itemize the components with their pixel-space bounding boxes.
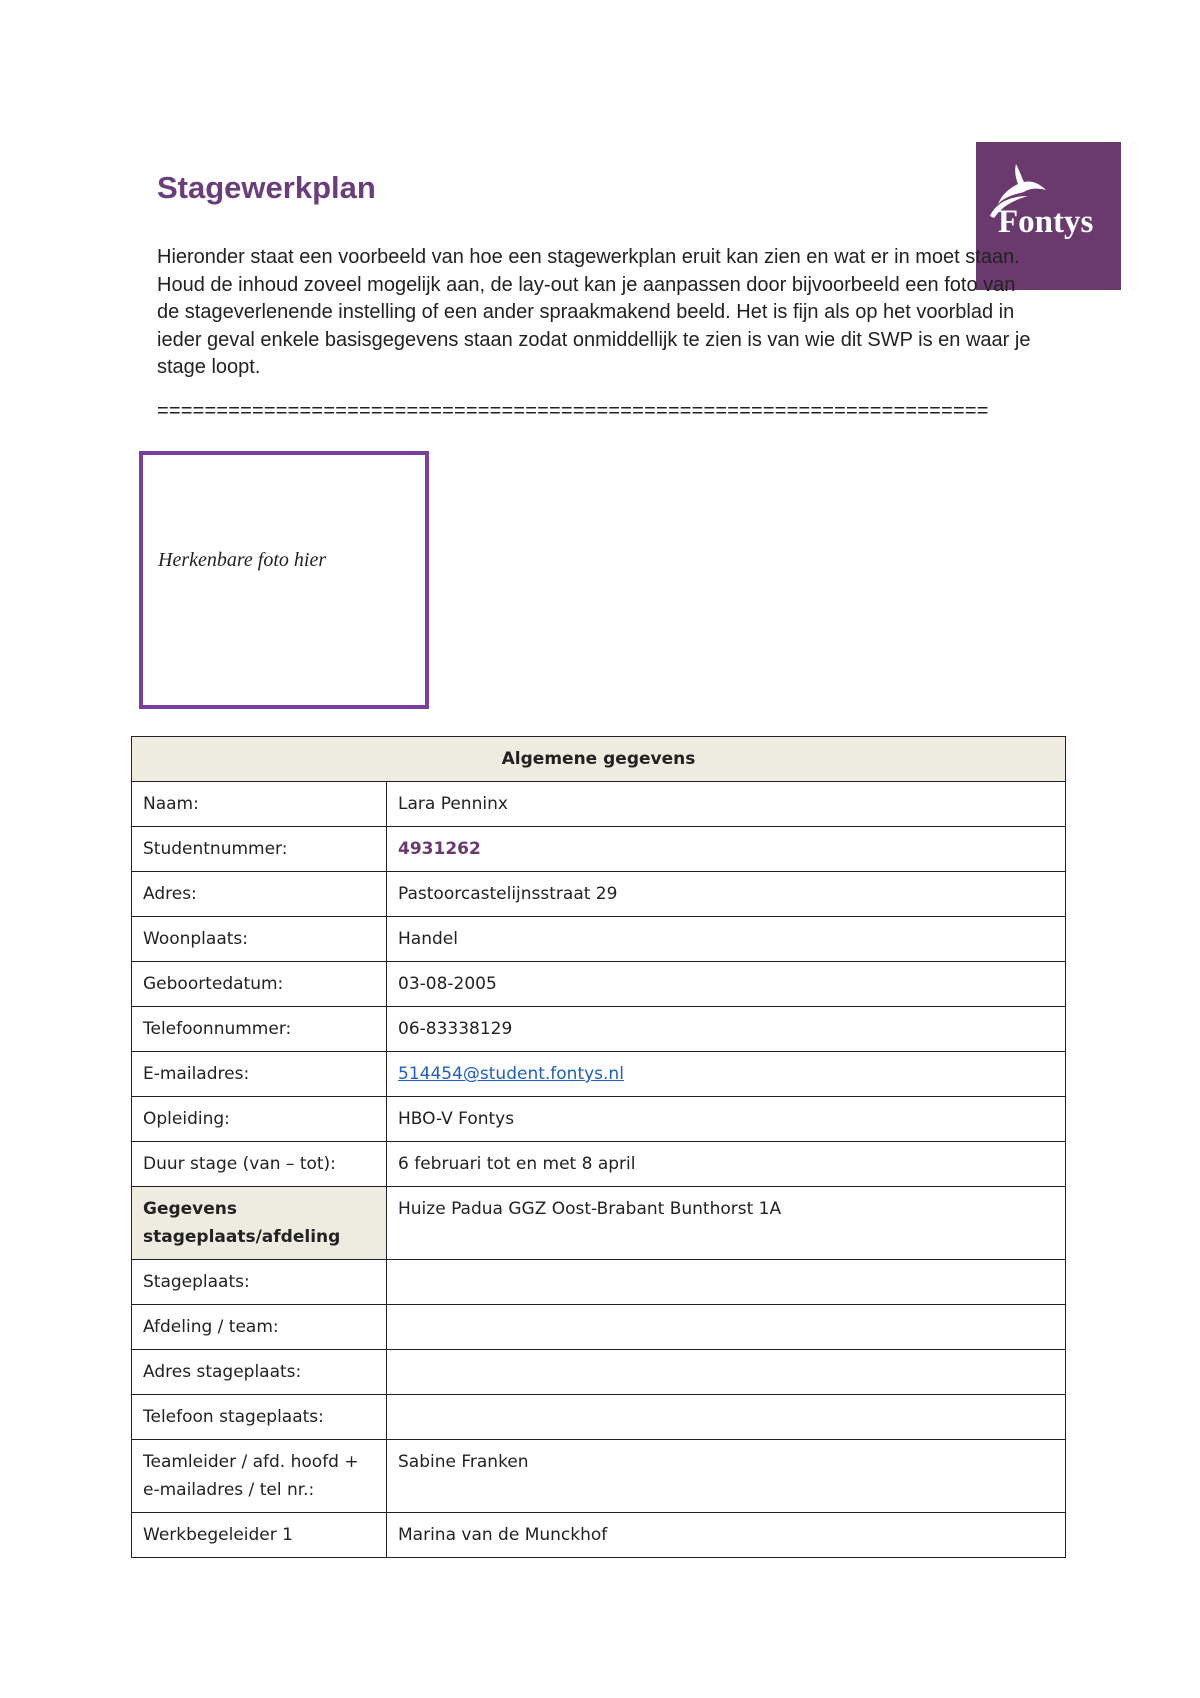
- table-row: [132, 917, 1066, 962]
- row-value: [387, 1350, 1066, 1395]
- row-label: Afdeling / team:: [132, 1305, 387, 1350]
- row-label: Telefoonnummer:: [132, 1007, 387, 1052]
- row-label: Naam:: [132, 782, 387, 827]
- row-label: Opleiding:: [132, 1097, 387, 1142]
- table-row: [132, 962, 1066, 1007]
- table-row: [132, 1187, 1066, 1260]
- table-row: [132, 1052, 1066, 1097]
- table-header-row: [132, 737, 1066, 782]
- row-label: E-mailadres:: [132, 1052, 387, 1097]
- row-value: 06-83338129: [387, 1007, 1066, 1052]
- table-row: [132, 1305, 1066, 1350]
- row-value: 6 februari tot en met 8 april: [387, 1142, 1066, 1187]
- photo-caption: Herkenbare foto hier: [158, 549, 327, 571]
- table-row: [132, 1260, 1066, 1305]
- row-value: HBO-V Fontys: [387, 1097, 1066, 1142]
- table-row: [132, 1007, 1066, 1052]
- table-row: [132, 782, 1066, 827]
- table-row: [132, 1440, 1066, 1513]
- row-value: 03-08-2005: [387, 962, 1066, 1007]
- row-value: Pastoorcastelijnsstraat 29: [387, 872, 1066, 917]
- row-label: Adres:: [132, 872, 387, 917]
- row-value: [387, 1052, 1066, 1097]
- intro-paragraph: Hieronder staat een voorbeeld van hoe een stagewerkplan eruit kan zien en wat er in moet staan. Houd de inhoud zoveel mogelijk aan, de lay-out kan je aanpassen door bijvoorbeeld een foto van de stageverlenende instelling of een ander spraakmakend beeld. Het is fijn als op het voorblad in ieder geval enkele basisgegevens staan zodat onmiddellijk te zien is van wie dit SWP is en waar je stage loopt.: [157, 246, 1031, 379]
- row-label: Werkbegeleider 1: [132, 1513, 387, 1558]
- row-value: Huize Padua GGZ Oost-Brabant Bunthorst 1A: [387, 1187, 1066, 1260]
- row-value: [387, 1260, 1066, 1305]
- row-label: Woonplaats:: [132, 917, 387, 962]
- row-label: Telefoon stageplaats:: [132, 1395, 387, 1440]
- document-title: Stagewerkplan: [157, 170, 376, 205]
- photo-placeholder: [139, 451, 429, 709]
- student-number-value: 4931262: [398, 839, 481, 859]
- row-label: Teamleider / afd. hoofd + e-mailadres / tel nr.:: [132, 1440, 387, 1513]
- email-link[interactable]: 514454@student.fontys.nl: [398, 1064, 624, 1084]
- row-value: [387, 1305, 1066, 1350]
- row-label: Stageplaats:: [132, 1260, 387, 1305]
- table-row: [132, 872, 1066, 917]
- table-row: [132, 827, 1066, 872]
- row-label: Gegevens stageplaats/afdeling: [132, 1187, 387, 1260]
- general-info-table: [131, 736, 1066, 1558]
- separator-line: ======================================================================: [157, 400, 989, 422]
- row-value: Marina van de Munckhof: [387, 1513, 1066, 1558]
- row-label: Geboortedatum:: [132, 962, 387, 1007]
- row-label: Adres stageplaats:: [132, 1350, 387, 1395]
- row-label: Studentnummer:: [132, 827, 387, 872]
- row-value: Sabine Franken: [387, 1440, 1066, 1513]
- table-row: [132, 1142, 1066, 1187]
- row-value: Handel: [387, 917, 1066, 962]
- table-row: [132, 1513, 1066, 1558]
- row-label: Duur stage (van – tot):: [132, 1142, 387, 1187]
- table-row: [132, 1097, 1066, 1142]
- intro-text: [157, 244, 1037, 382]
- row-value: [387, 1395, 1066, 1440]
- row-value: Lara Penninx: [387, 782, 1066, 827]
- table-row: [132, 1350, 1066, 1395]
- row-value: [387, 827, 1066, 872]
- svg-text:Fontys: Fontys: [998, 204, 1094, 240]
- table-row: [132, 1395, 1066, 1440]
- table-header: Algemene gegevens: [132, 737, 1066, 782]
